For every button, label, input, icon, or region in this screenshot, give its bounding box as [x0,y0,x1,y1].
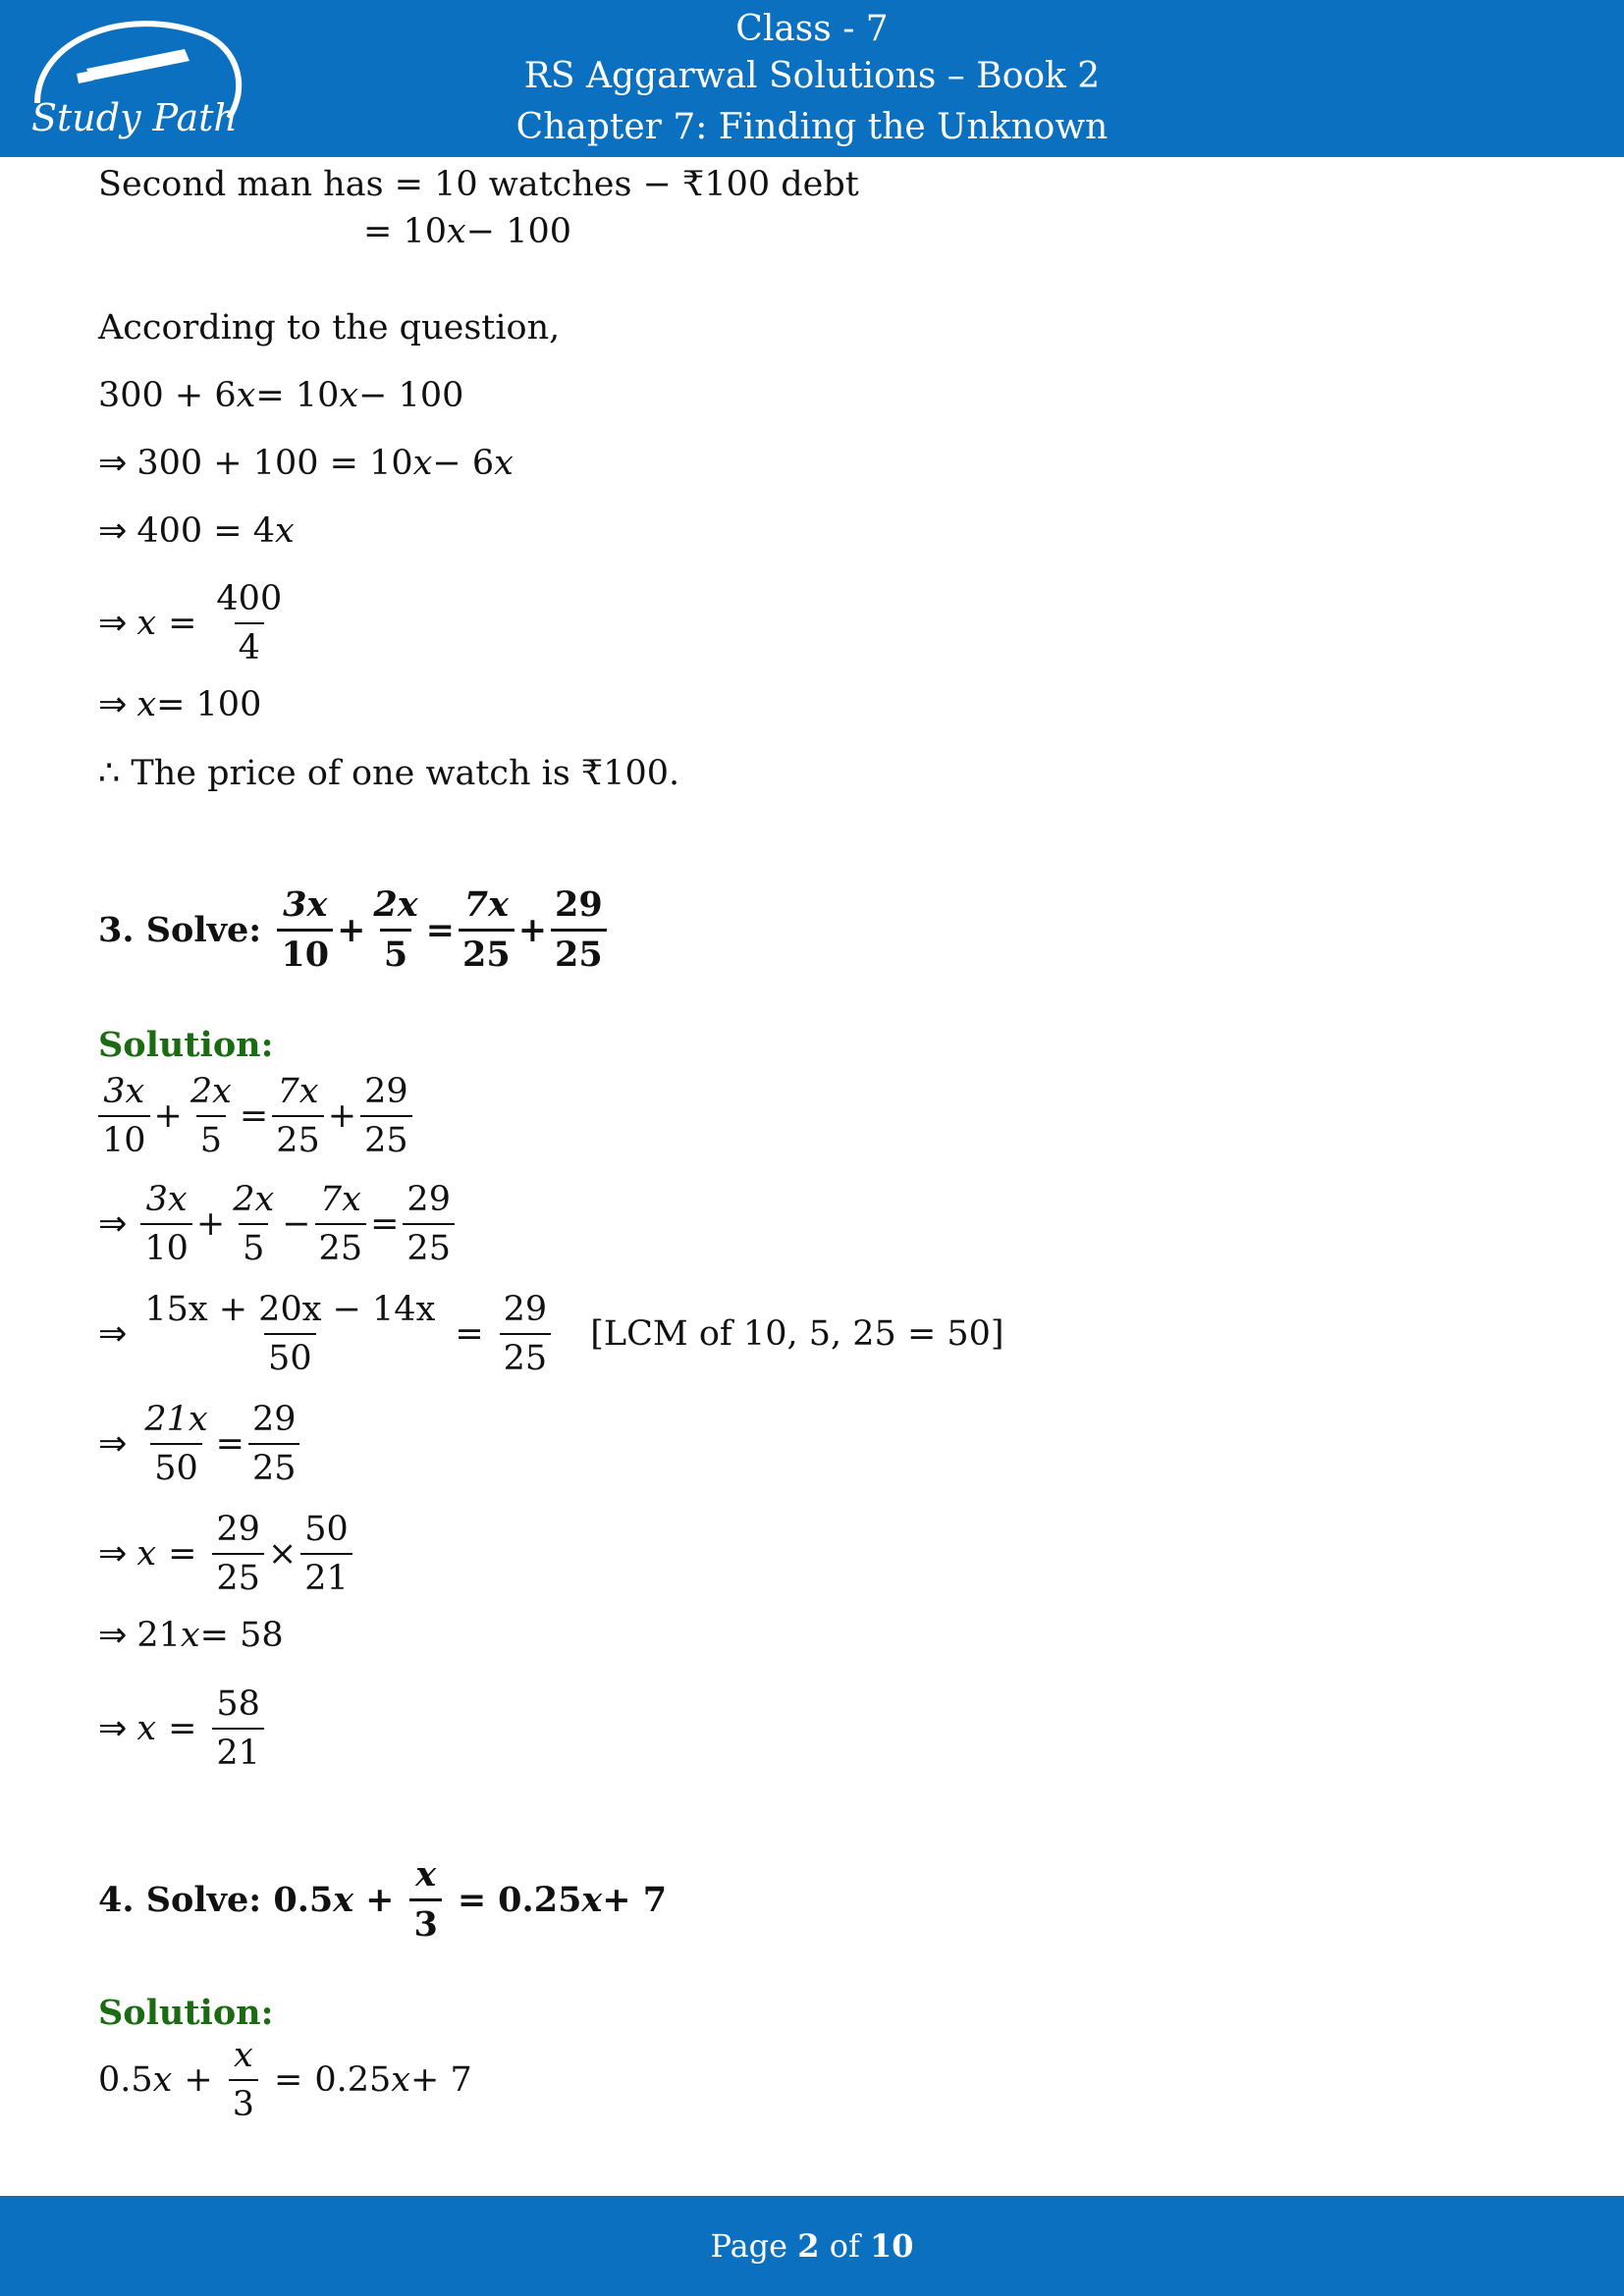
solution-label-q3 [98,1025,274,1065]
q3-step-3: ⇒ $\frac{15x + 20x - 14x}{50}$ = $\frac{29}{25}$ [LCM of 10, 5, 25 = 50] [98,1290,1004,1378]
current-page: 2 [797,2227,820,2265]
denominator: 25 [272,1115,324,1162]
numerator: 2x [233,1180,275,1219]
denominator: 5 [239,1223,268,1270]
text: 21 [136,1616,181,1655]
text: + 7 [410,2060,472,2100]
logo-text: Study Path [31,96,238,139]
q3-step-4: ⇒ $\frac{21x}{50}$ = $\frac{29}{25}$ [98,1398,303,1490]
denominator: 5 [380,929,411,977]
numerator: 58 [216,1684,260,1724]
text: − 100 [358,376,464,415]
text: = 100 [156,685,262,724]
denominator: 25 [403,1223,455,1270]
numerator: 29 [216,1510,260,1549]
numerator: 2x [373,884,418,925]
numerator: 29 [364,1072,408,1111]
question-4: 4 . Solve : 0.5 x + $\frac{x}{3}$ = 0.25 x + 7 [98,1854,668,1945]
denominator: 50 [264,1333,316,1380]
question-3: 3 . Solve : $\frac{3x}{10}$ + $\frac{2x}{5}$ = $\frac{7x}{25}$ + $\frac{29}{25}$ [98,883,611,977]
numerator: x [234,2036,253,2075]
q3-step-7: ⇒ x = $\frac{58}{21}$ [98,1682,268,1775]
implies-symbol: ⇒ [98,444,128,483]
denominator: 10 [277,929,333,977]
header-book: RS Aggarwal Solutions – Book 2 [523,56,1101,96]
numerator: 3x [283,884,328,925]
numerator: 29 [406,1180,451,1219]
numerator: 15x + 20x − 14x [144,1290,436,1329]
denominator: 25 [212,1553,264,1600]
denominator: 21 [212,1728,264,1775]
text: Second man has = 10 watches − ₹100 debt [98,165,859,204]
numerator: 3x [103,1072,145,1111]
implies-symbol: ⇒ [98,1424,128,1464]
text: − 100 [465,212,572,251]
text: 0.5 [273,1880,334,1920]
text: = 10 [255,376,340,415]
numerator: 7x [277,1072,319,1111]
implies-symbol: ⇒ [98,511,128,551]
q3-step-2: ⇒ $\frac{3x}{10}$ + $\frac{2x}{5}$ − $\frac{7x}{25}$ = $\frac{29}{25}$ [98,1178,459,1270]
equation-5: ⇒ x = 100 [98,685,262,724]
implies-symbol: ⇒ [98,1616,128,1655]
solution-label-q4 [98,1993,274,2033]
numerator: 21x [144,1400,208,1439]
fraction [369,883,421,977]
fraction [551,883,607,977]
numerator: 2x [189,1072,232,1111]
denominator: 50 [150,1443,202,1490]
denominator: 21 [300,1553,352,1600]
conclusion [98,754,679,793]
denominator: 25 [500,1333,552,1380]
numerator: 50 [304,1510,349,1549]
denominator: 25 [248,1443,300,1490]
denominator: 3 [229,2079,258,2126]
text: 300 + 6 [98,376,237,415]
denominator: 5 [196,1115,226,1162]
line-second-man [98,165,859,204]
text: = 10 [363,212,447,251]
denominator: 25 [360,1115,412,1162]
solve-label: Solve [145,910,249,950]
total-pages: 10 [869,2227,914,2265]
denominator: 25 [551,929,607,977]
question-number: 4 [98,1880,123,1920]
text: 0.25 [498,1880,582,1920]
equation-4: ⇒ x = $\frac{400}{4}$ [98,577,290,669]
numerator: 29 [503,1290,548,1329]
equation-2: ⇒ 300 + 100 = 10 x − 6 x [98,444,514,483]
implies-symbol: ⇒ [98,1204,128,1244]
header-class: Class - 7 [735,9,889,49]
page-word: Page [710,2227,788,2265]
text: 300 + 100 = 10 [136,444,413,483]
page-footer [0,2196,1624,2296]
implies-symbol: ⇒ [98,604,128,643]
numerator: 400 [216,579,283,618]
numerator: 29 [251,1400,297,1439]
numerator: 7x [463,884,509,925]
q3-step-6: ⇒ 21 x = 58 [98,1616,284,1655]
text: 0.5 [98,2060,153,2100]
line-second-man-eq: = 10 x − 100 [363,212,572,251]
solution-label: Solution: [98,1025,274,1065]
denominator: 10 [98,1115,150,1162]
lcm-note: [LCM of 10, 5, 25 = 50] [590,1314,1004,1354]
implies-symbol: ⇒ [98,1534,128,1574]
text: + 7 [602,1880,668,1920]
equation-1: 300 + 6 x = 10 x − 100 [98,376,464,415]
implies-symbol: ⇒ [98,1314,128,1354]
text: 400 = 4 [136,511,275,551]
numerator: x [415,1854,437,1895]
header-chapter: Chapter 7: Finding the Unknown [515,107,1109,147]
fraction [212,577,286,669]
solve-label: Solve [145,1880,249,1920]
question-number: 3 [98,910,123,950]
denominator: 25 [459,929,514,977]
denominator: 4 [235,622,264,669]
solution-label: Solution: [98,1993,274,2033]
denominator: 25 [315,1223,367,1270]
text: 0.25 [314,2060,392,2100]
implies-symbol: ⇒ [98,1709,128,1748]
text: According to the question, [98,308,561,347]
of-word: of [829,2227,860,2265]
denominator: 10 [140,1223,192,1270]
denominator: 3 [409,1898,441,1947]
q3-step-5: ⇒ x = $\frac{29}{25}$ × $\frac{50}{21}$ [98,1508,356,1600]
text: = 58 [199,1616,284,1655]
line-according [98,308,560,347]
implies-symbol: ⇒ [98,685,128,724]
text: ∴ The price of one watch is ₹100. [98,754,680,793]
fraction [277,883,333,977]
text: − 6 [432,444,495,483]
fraction [459,883,514,977]
equation-3: ⇒ 400 = 4 x [98,511,295,551]
numerator: 29 [555,884,603,925]
numerator: 7x [319,1180,361,1219]
q4-step-1: 0.5 x + $\frac{x}{3}$ = 0.25 x + 7 [98,2036,472,2124]
q3-step-1: $\frac{3x}{10}$ + $\frac{2x}{5}$ = $\frac{7x}{25}$ + $\frac{29}{25}$ [94,1070,416,1162]
numerator: 3x [145,1180,188,1219]
